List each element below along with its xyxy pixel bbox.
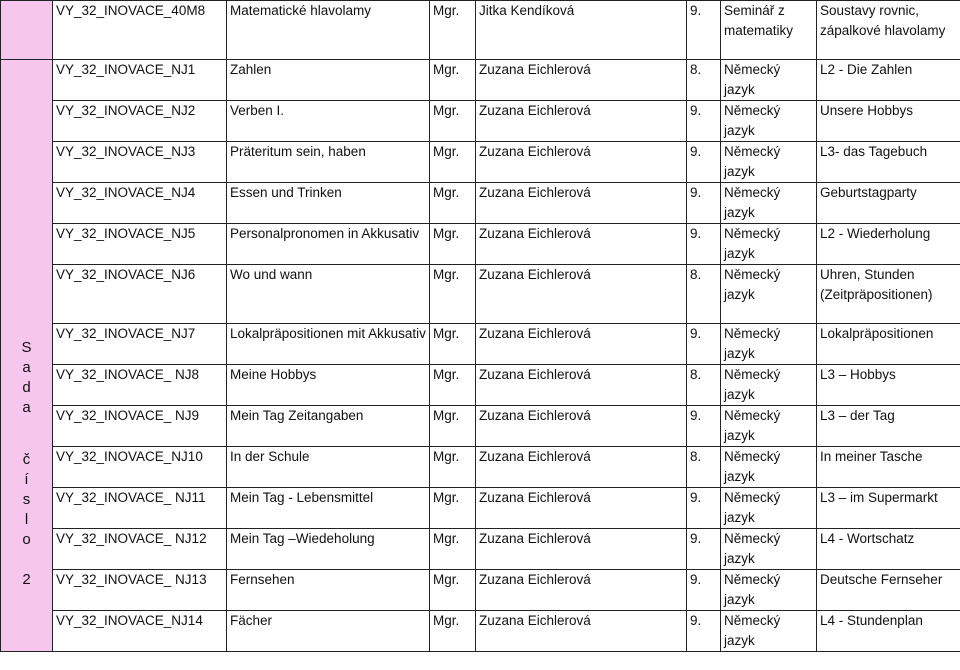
title-cell: Mein Tag Zeitangaben	[227, 406, 430, 447]
grade-cell: 9.	[687, 529, 721, 570]
subject-cell: Německý jazyk	[721, 324, 817, 365]
grade-cell: 9.	[687, 488, 721, 529]
subject-cell: Německý jazyk	[721, 60, 817, 101]
code-cell: VY_32_INOVACE_ NJ9	[53, 406, 227, 447]
subject-cell: Německý jazyk	[721, 183, 817, 224]
code-cell: VY_32_INOVACE_ NJ12	[53, 529, 227, 570]
code-cell: VY_32_INOVACE_NJ3	[53, 142, 227, 183]
sidebar-top-cell	[1, 1, 53, 60]
sidebar-letter: a	[22, 399, 31, 416]
code-cell: VY_32_INOVACE_NJ1	[53, 60, 227, 101]
code-cell: VY_32_INOVACE_NJ10	[53, 447, 227, 488]
grade-cell: 9.	[687, 611, 721, 652]
topic-cell: L3 – der Tag	[817, 406, 960, 447]
topic-cell: L3 – im Supermarkt	[817, 488, 960, 529]
title-cell: Wo und wann	[227, 265, 430, 324]
topic-cell: L3- das Tagebuch	[817, 142, 960, 183]
grade-cell: 8.	[687, 365, 721, 406]
table-body	[1, 1, 960, 652]
table-row	[1, 611, 960, 652]
degree-cell: Mgr.	[430, 224, 476, 265]
subject-cell: Německý jazyk	[721, 488, 817, 529]
table-row	[1, 1, 960, 60]
title-cell: Meine Hobbys	[227, 365, 430, 406]
sidebar-letter: í	[24, 471, 29, 488]
code-cell: VY_32_INOVACE_NJ2	[53, 101, 227, 142]
grade-cell: 9.	[687, 406, 721, 447]
author-cell: Zuzana Eichlerová	[476, 611, 687, 652]
code-cell: VY_32_INOVACE_NJ14	[53, 611, 227, 652]
topic-cell: L2 - Die Zahlen	[817, 60, 960, 101]
code-cell: VY_32_INOVACE_ NJ8	[53, 365, 227, 406]
table-row	[1, 183, 960, 224]
degree-cell: Mgr.	[430, 60, 476, 101]
topic-cell: Uhren, Stunden (Zeitpräpositionen)	[817, 265, 960, 324]
sidebar-letter: o	[22, 531, 31, 548]
author-cell: Zuzana Eichlerová	[476, 183, 687, 224]
degree-cell: Mgr.	[430, 101, 476, 142]
topic-cell: Lokalpräpositionen	[817, 324, 960, 365]
sidebar-number: 2	[22, 571, 31, 588]
grade-cell: 9.	[687, 224, 721, 265]
sidebar-label-cell	[1, 60, 53, 652]
topic-cell: Geburtstagparty	[817, 183, 960, 224]
degree-cell: Mgr.	[430, 142, 476, 183]
title-cell: Personalpronomen in Akkusativ	[227, 224, 430, 265]
degree-cell: Mgr.	[430, 365, 476, 406]
subject-cell: Německý jazyk	[721, 224, 817, 265]
code-cell: VY_32_INOVACE_NJ7	[53, 324, 227, 365]
degree-cell: Mgr.	[430, 265, 476, 324]
author-cell: Jitka Kendíková	[476, 1, 687, 60]
topic-cell: L4 - Stundenplan	[817, 611, 960, 652]
sidebar-letter: s	[22, 491, 31, 508]
subject-cell: Německý jazyk	[721, 101, 817, 142]
grade-cell: 9.	[687, 101, 721, 142]
table-row	[1, 265, 960, 324]
sidebar-letter: a	[22, 359, 31, 376]
author-cell: Zuzana Eichlerová	[476, 406, 687, 447]
topic-cell: L2 - Wiederholung	[817, 224, 960, 265]
code-cell: VY_32_INOVACE_ NJ11	[53, 488, 227, 529]
subject-cell: Seminář z matematiky	[721, 1, 817, 60]
author-cell: Zuzana Eichlerová	[476, 447, 687, 488]
title-cell: Mein Tag –Wiedeholung	[227, 529, 430, 570]
title-cell: Zahlen	[227, 60, 430, 101]
title-cell: Essen und Trinken	[227, 183, 430, 224]
author-cell: Zuzana Eichlerová	[476, 324, 687, 365]
title-cell: Fächer	[227, 611, 430, 652]
subject-cell: Německý jazyk	[721, 529, 817, 570]
sidebar-letters	[1, 60, 52, 590]
sidebar-letter: č	[22, 451, 31, 468]
degree-cell: Mgr.	[430, 570, 476, 611]
grade-cell: 8.	[687, 60, 721, 101]
title-cell: Mein Tag - Lebensmittel	[227, 488, 430, 529]
author-cell: Zuzana Eichlerová	[476, 142, 687, 183]
degree-cell: Mgr.	[430, 183, 476, 224]
code-cell: VY_32_INOVACE_ NJ13	[53, 570, 227, 611]
grade-cell: 9.	[687, 142, 721, 183]
table-row	[1, 324, 960, 365]
author-cell: Zuzana Eichlerová	[476, 265, 687, 324]
topic-cell: Soustavy rovnic, zápalkové hlavolamy	[817, 1, 960, 60]
table-row	[1, 529, 960, 570]
degree-cell: Mgr.	[430, 406, 476, 447]
degree-cell: Mgr.	[430, 529, 476, 570]
subject-cell: Německý jazyk	[721, 406, 817, 447]
table-row	[1, 224, 960, 265]
sidebar-letter: l	[24, 511, 29, 528]
degree-cell: Mgr.	[430, 611, 476, 652]
author-cell: Zuzana Eichlerová	[476, 529, 687, 570]
subject-cell: Německý jazyk	[721, 142, 817, 183]
author-cell: Zuzana Eichlerová	[476, 570, 687, 611]
grade-cell: 8.	[687, 447, 721, 488]
degree-cell: Mgr.	[430, 324, 476, 365]
title-cell: In der Schule	[227, 447, 430, 488]
degree-cell: Mgr.	[430, 447, 476, 488]
grade-cell: 9.	[687, 183, 721, 224]
topic-cell: In meiner Tasche	[817, 447, 960, 488]
code-cell: VY_32_INOVACE_NJ5	[53, 224, 227, 265]
subject-cell: Německý jazyk	[721, 611, 817, 652]
author-cell: Zuzana Eichlerová	[476, 60, 687, 101]
grade-cell: 9.	[687, 1, 721, 60]
sidebar-letter: S	[21, 339, 32, 356]
author-cell: Zuzana Eichlerová	[476, 488, 687, 529]
author-cell: Zuzana Eichlerová	[476, 224, 687, 265]
topic-cell: L4 - Wortschatz	[817, 529, 960, 570]
author-cell: Zuzana Eichlerová	[476, 101, 687, 142]
title-cell: Lokalpräpositionen mit Akkusativ	[227, 324, 430, 365]
table-row	[1, 406, 960, 447]
table-row	[1, 101, 960, 142]
title-cell: Präteritum sein, haben	[227, 142, 430, 183]
grade-cell: 9.	[687, 570, 721, 611]
subject-cell: Německý jazyk	[721, 265, 817, 324]
code-cell: VY_32_INOVACE_NJ6	[53, 265, 227, 324]
table-row	[1, 365, 960, 406]
topic-cell: Deutsche Fernseher	[817, 570, 960, 611]
topic-cell: Unsere Hobbys	[817, 101, 960, 142]
subject-cell: Německý jazyk	[721, 365, 817, 406]
table-row	[1, 60, 960, 101]
code-cell: VY_32_INOVACE_NJ4	[53, 183, 227, 224]
subject-cell: Německý jazyk	[721, 570, 817, 611]
degree-cell: Mgr.	[430, 488, 476, 529]
title-cell: Verben I.	[227, 101, 430, 142]
title-cell: Matematické hlavolamy	[227, 1, 430, 60]
table-row	[1, 142, 960, 183]
degree-cell: Mgr.	[430, 1, 476, 60]
title-cell: Fernsehen	[227, 570, 430, 611]
grade-cell: 9.	[687, 324, 721, 365]
author-cell: Zuzana Eichlerová	[476, 365, 687, 406]
table-row	[1, 488, 960, 529]
table-row	[1, 447, 960, 488]
table-row	[1, 570, 960, 611]
subject-cell: Německý jazyk	[721, 447, 817, 488]
topic-cell: L3 – Hobbys	[817, 365, 960, 406]
code-cell: VY_32_INOVACE_40M8	[53, 1, 227, 60]
grade-cell: 8.	[687, 265, 721, 324]
sidebar-letter: d	[22, 379, 31, 396]
